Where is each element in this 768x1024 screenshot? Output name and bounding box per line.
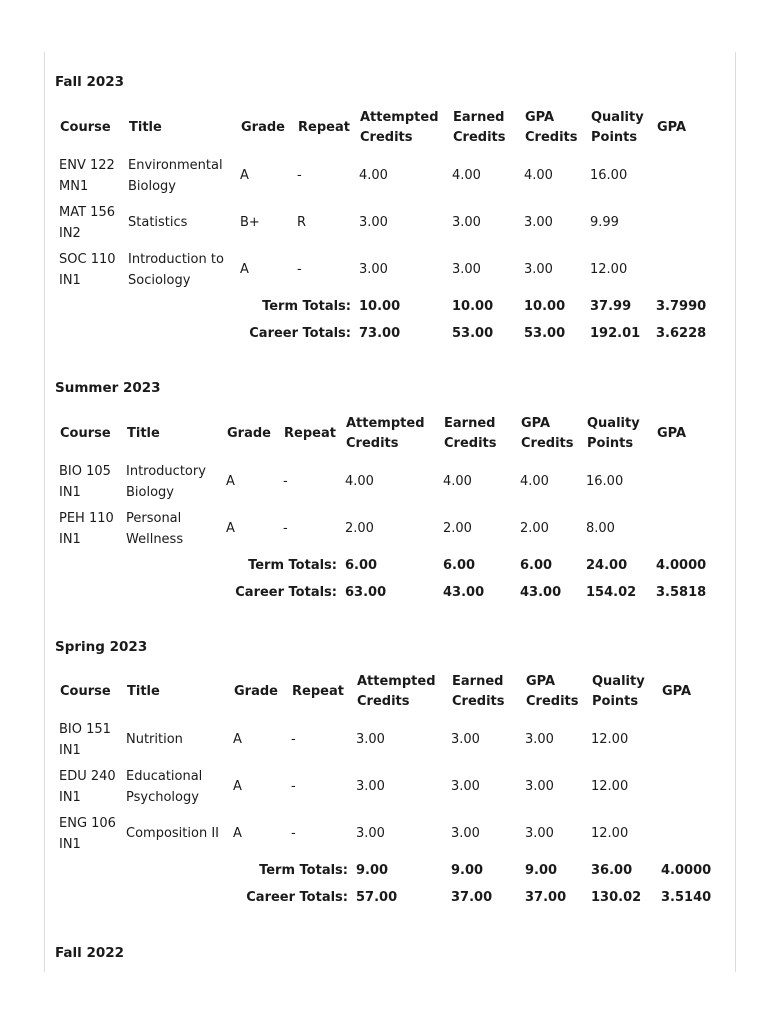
course-grade: A bbox=[233, 732, 242, 747]
term-totals-earned: 6.00 bbox=[443, 557, 476, 573]
career-totals-label: Career Totals: bbox=[246, 889, 348, 905]
course-quality-points: 12.00 bbox=[591, 779, 629, 794]
term-totals-gpa-credits: 6.00 bbox=[520, 557, 553, 573]
col-header-gpa: GPA bbox=[657, 120, 687, 135]
term-heading-spring-2023: Spring 2023 bbox=[55, 639, 148, 655]
course-earned: 3.00 bbox=[451, 732, 480, 747]
table-row bbox=[55, 763, 715, 810]
col-header-quality-points: Quality Points bbox=[591, 110, 644, 145]
col-header-gpa: GPA bbox=[657, 426, 687, 441]
course-code: BIO 105 IN1 bbox=[59, 463, 111, 500]
course-quality-points: 12.00 bbox=[591, 826, 629, 841]
course-grade: A bbox=[240, 168, 249, 183]
term-totals-label: Term Totals: bbox=[248, 557, 337, 573]
career-totals-gpa: 3.5818 bbox=[656, 584, 707, 600]
course-gpa-credits: 3.00 bbox=[525, 779, 554, 794]
term-totals-attempted: 9.00 bbox=[356, 862, 389, 878]
col-header-quality-points: Quality Points bbox=[587, 416, 640, 451]
career-totals-row bbox=[55, 884, 715, 911]
course-title: Introduction to Sociology bbox=[128, 251, 224, 288]
course-gpa bbox=[657, 763, 715, 810]
career-totals-gpa-credits: 37.00 bbox=[525, 889, 567, 905]
course-quality-points: 12.00 bbox=[590, 262, 628, 277]
career-totals-gpa: 3.5140 bbox=[661, 889, 712, 905]
term-totals-quality-points: 36.00 bbox=[591, 862, 633, 878]
career-totals-attempted: 57.00 bbox=[356, 889, 398, 905]
course-repeat: - bbox=[291, 779, 296, 794]
table-header-row bbox=[55, 668, 715, 716]
course-attempted: 2.00 bbox=[345, 521, 374, 536]
career-totals-row bbox=[55, 579, 710, 606]
career-totals-row bbox=[55, 320, 710, 347]
career-totals-quality-points: 130.02 bbox=[591, 889, 642, 905]
col-header-gpa: GPA bbox=[662, 684, 692, 699]
course-earned: 3.00 bbox=[451, 779, 480, 794]
course-gpa bbox=[652, 458, 710, 505]
course-title: Environmental Biology bbox=[128, 157, 223, 194]
table-row bbox=[55, 810, 715, 857]
term-totals-gpa: 4.0000 bbox=[661, 862, 712, 878]
course-gpa-credits: 3.00 bbox=[524, 262, 553, 277]
term-heading-summer-2023: Summer 2023 bbox=[55, 380, 161, 396]
course-earned: 3.00 bbox=[451, 826, 480, 841]
term-heading-fall-2022: Fall 2022 bbox=[55, 945, 125, 961]
course-quality-points: 8.00 bbox=[586, 521, 615, 536]
course-repeat: - bbox=[283, 474, 288, 489]
course-attempted: 3.00 bbox=[356, 732, 385, 747]
term-totals-earned: 9.00 bbox=[451, 862, 484, 878]
course-gpa bbox=[657, 716, 715, 763]
course-title: Personal Wellness bbox=[126, 510, 184, 547]
career-totals-earned: 43.00 bbox=[443, 584, 485, 600]
col-header-course: Course bbox=[60, 120, 111, 135]
col-header-grade: Grade bbox=[234, 684, 278, 699]
col-header-grade: Grade bbox=[227, 426, 271, 441]
course-attempted: 3.00 bbox=[356, 826, 385, 841]
course-code: SOC 110 IN1 bbox=[59, 251, 116, 288]
col-header-grade: Grade bbox=[241, 120, 285, 135]
term-totals-gpa-credits: 10.00 bbox=[524, 298, 566, 314]
term-totals-label: Term Totals: bbox=[262, 298, 351, 314]
col-header-course: Course bbox=[60, 426, 111, 441]
course-earned: 4.00 bbox=[443, 474, 472, 489]
col-header-gpa-credits: GPA Credits bbox=[521, 416, 574, 451]
career-totals-label: Career Totals: bbox=[235, 584, 337, 600]
term-totals-row bbox=[55, 857, 715, 884]
course-attempted: 3.00 bbox=[356, 779, 385, 794]
career-totals-gpa: 3.6228 bbox=[656, 325, 707, 341]
col-header-repeat: Repeat bbox=[292, 684, 344, 699]
course-attempted: 4.00 bbox=[359, 168, 388, 183]
table-row bbox=[55, 246, 710, 293]
course-title: Composition II bbox=[126, 826, 219, 841]
course-title: Educational Psychology bbox=[126, 768, 203, 805]
course-gpa-credits: 3.00 bbox=[525, 732, 554, 747]
col-header-earned: Earned Credits bbox=[452, 674, 505, 709]
term-totals-quality-points: 24.00 bbox=[586, 557, 628, 573]
term-totals-gpa: 3.7990 bbox=[656, 298, 707, 314]
course-title: Statistics bbox=[128, 215, 188, 230]
course-grade: A bbox=[226, 474, 235, 489]
course-earned: 2.00 bbox=[443, 521, 472, 536]
course-earned: 3.00 bbox=[452, 262, 481, 277]
table-header-row bbox=[55, 104, 710, 152]
col-header-attempted: Attempted Credits bbox=[357, 674, 436, 709]
col-header-quality-points: Quality Points bbox=[592, 674, 645, 709]
term-totals-gpa: 4.0000 bbox=[656, 557, 707, 573]
transcript-panel bbox=[44, 52, 736, 972]
course-attempted: 4.00 bbox=[345, 474, 374, 489]
col-header-attempted: Attempted Credits bbox=[346, 416, 425, 451]
course-gpa bbox=[652, 505, 710, 552]
term-totals-row bbox=[55, 552, 710, 579]
col-header-attempted: Attempted Credits bbox=[360, 110, 439, 145]
col-header-repeat: Repeat bbox=[284, 426, 336, 441]
col-header-earned: Earned Credits bbox=[453, 110, 506, 145]
course-quality-points: 9.99 bbox=[590, 215, 619, 230]
col-header-earned: Earned Credits bbox=[444, 416, 497, 451]
term-totals-gpa-credits: 9.00 bbox=[525, 862, 558, 878]
course-grade: A bbox=[233, 826, 242, 841]
course-attempted: 3.00 bbox=[359, 215, 388, 230]
course-gpa bbox=[652, 199, 710, 246]
term-totals-row bbox=[55, 293, 710, 320]
career-totals-attempted: 73.00 bbox=[359, 325, 401, 341]
col-header-gpa-credits: GPA Credits bbox=[525, 110, 578, 145]
course-repeat: - bbox=[297, 262, 302, 277]
course-gpa bbox=[652, 246, 710, 293]
term-table-fall-2023 bbox=[55, 104, 710, 347]
course-quality-points: 16.00 bbox=[586, 474, 624, 489]
career-totals-earned: 37.00 bbox=[451, 889, 493, 905]
table-row bbox=[55, 716, 715, 763]
course-gpa-credits: 3.00 bbox=[524, 215, 553, 230]
course-repeat: - bbox=[291, 826, 296, 841]
course-gpa-credits: 4.00 bbox=[520, 474, 549, 489]
term-heading-fall-2023: Fall 2023 bbox=[55, 74, 125, 90]
course-grade: A bbox=[233, 779, 242, 794]
course-title: Nutrition bbox=[126, 732, 183, 747]
table-row bbox=[55, 505, 710, 552]
course-repeat: - bbox=[297, 168, 302, 183]
term-table-summer-2023 bbox=[55, 410, 710, 606]
career-totals-quality-points: 192.01 bbox=[590, 325, 641, 341]
course-quality-points: 16.00 bbox=[590, 168, 628, 183]
table-row bbox=[55, 199, 710, 246]
col-header-course: Course bbox=[60, 684, 111, 699]
term-totals-earned: 10.00 bbox=[452, 298, 494, 314]
career-totals-attempted: 63.00 bbox=[345, 584, 387, 600]
course-grade: B+ bbox=[240, 215, 260, 230]
career-totals-label: Career Totals: bbox=[249, 325, 351, 341]
course-repeat: R bbox=[297, 215, 307, 230]
career-totals-quality-points: 154.02 bbox=[586, 584, 637, 600]
career-totals-gpa-credits: 43.00 bbox=[520, 584, 562, 600]
course-code: ENG 106 IN1 bbox=[59, 815, 116, 852]
course-repeat: - bbox=[283, 521, 288, 536]
term-totals-quality-points: 37.99 bbox=[590, 298, 632, 314]
course-code: ENV 122 MN1 bbox=[59, 157, 115, 194]
course-quality-points: 12.00 bbox=[591, 732, 629, 747]
course-code: MAT 156 IN2 bbox=[59, 204, 115, 241]
table-row bbox=[55, 458, 710, 505]
career-totals-gpa-credits: 53.00 bbox=[524, 325, 566, 341]
term-totals-attempted: 6.00 bbox=[345, 557, 378, 573]
col-header-title: Title bbox=[127, 684, 160, 699]
col-header-title: Title bbox=[129, 120, 162, 135]
course-code: EDU 240 IN1 bbox=[59, 768, 116, 805]
table-header-row bbox=[55, 410, 710, 458]
term-table-spring-2023 bbox=[55, 668, 715, 911]
course-code: PEH 110 IN1 bbox=[59, 510, 114, 547]
course-grade: A bbox=[240, 262, 249, 277]
course-earned: 3.00 bbox=[452, 215, 481, 230]
course-repeat: - bbox=[291, 732, 296, 747]
course-gpa-credits: 4.00 bbox=[524, 168, 553, 183]
col-header-gpa-credits: GPA Credits bbox=[526, 674, 579, 709]
course-gpa-credits: 2.00 bbox=[520, 521, 549, 536]
term-totals-attempted: 10.00 bbox=[359, 298, 401, 314]
term-totals-label: Term Totals: bbox=[259, 862, 348, 878]
course-code: BIO 151 IN1 bbox=[59, 721, 111, 758]
course-gpa-credits: 3.00 bbox=[525, 826, 554, 841]
course-gpa bbox=[657, 810, 715, 857]
col-header-repeat: Repeat bbox=[298, 120, 350, 135]
course-attempted: 3.00 bbox=[359, 262, 388, 277]
course-title: Introductory Biology bbox=[126, 463, 206, 500]
course-earned: 4.00 bbox=[452, 168, 481, 183]
col-header-title: Title bbox=[127, 426, 160, 441]
table-row bbox=[55, 152, 710, 199]
career-totals-earned: 53.00 bbox=[452, 325, 494, 341]
course-gpa bbox=[652, 152, 710, 199]
course-grade: A bbox=[226, 521, 235, 536]
